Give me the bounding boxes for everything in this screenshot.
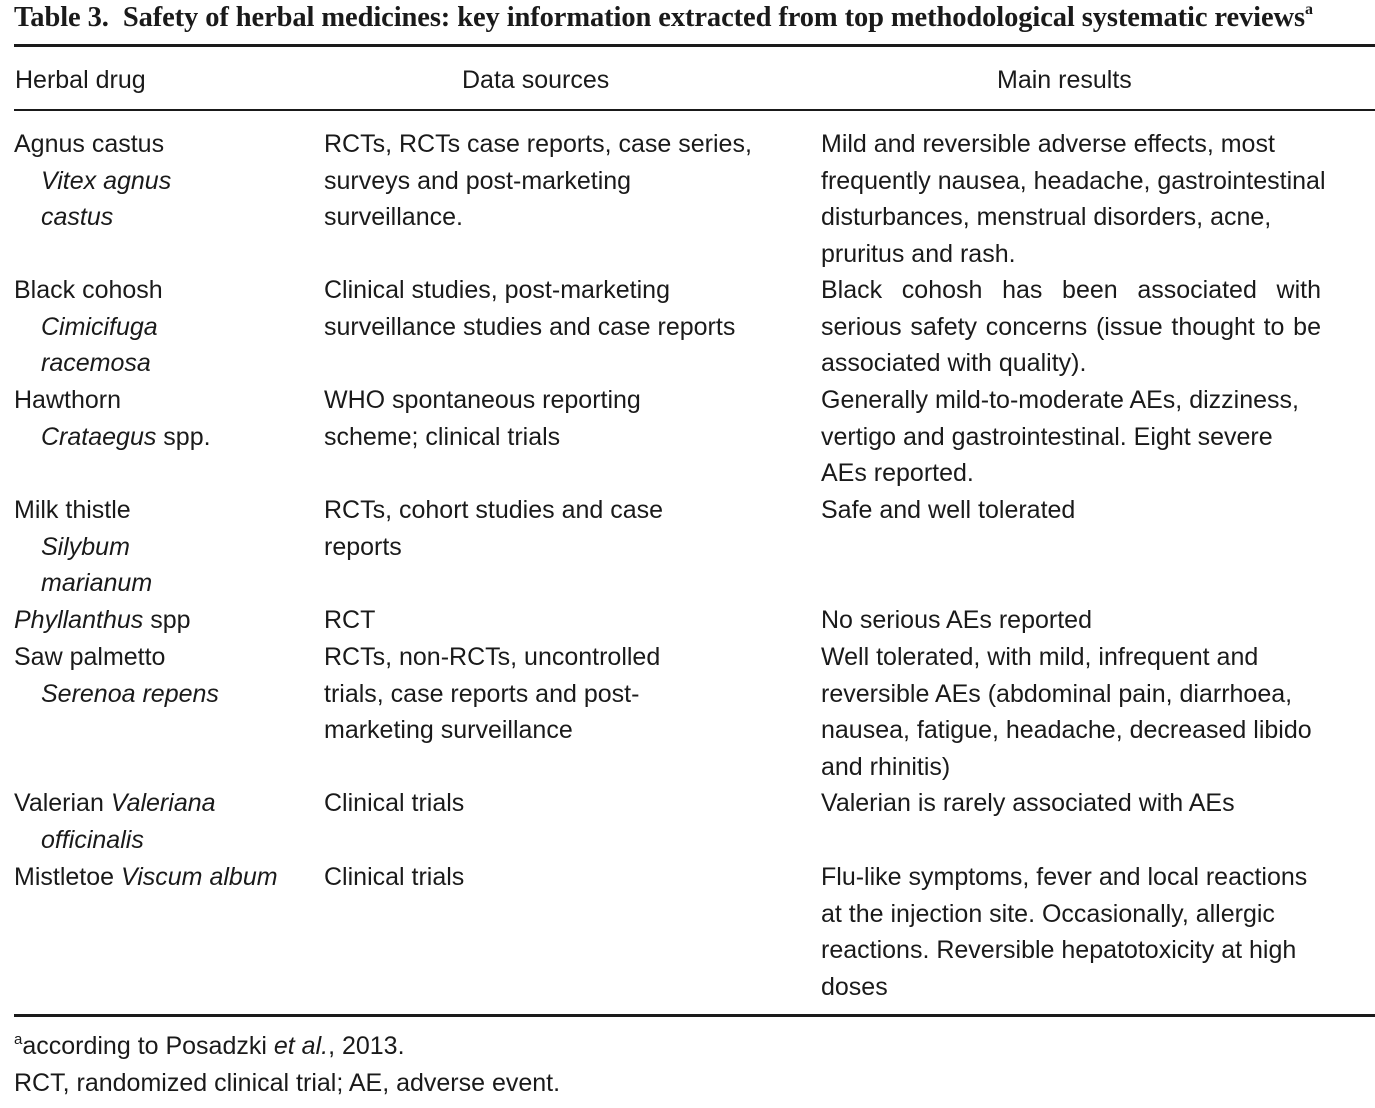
header-rule [14,109,1375,111]
data-sources-cell: RCTs, cohort studies and case reports [324,496,664,561]
scientific-name: Valeriana officinalis [41,789,216,854]
header-data-sources: Data sources [462,66,610,94]
top-rule [14,44,1375,47]
scientific-name: Serenoa repens [41,679,219,708]
common-name: Black cohosh [14,276,163,304]
common-name: Mistletoe [14,863,115,891]
data-sources-cell: Clinical trials [324,863,465,891]
scientific-name [14,602,314,639]
herbal-drug-cell [14,785,281,858]
herbal-drug-cell [14,639,314,712]
species-abbrev: spp [143,606,191,634]
common-name: Milk thistle [14,496,131,524]
common-name: Saw palmetto [14,643,166,671]
main-results-cell: Mild and reversible adverse effects, most frequently nausea, headache, gastrointestinal disturbances, menstrual disorders, acne, pruritus and rash. [821,130,1326,268]
genus-name: Crataegus [41,422,157,451]
main-results-cell: Safe and well tolerated [821,496,1076,524]
herbal-drug-cell [14,272,314,382]
header-main-results: Main results [997,66,1132,94]
abbreviations-footnote: RCT, randomized clinical trial; AE, adverse event. [14,1069,561,1097]
table-caption [14,0,1313,36]
scientific-name: Silybum marianum [41,532,153,598]
main-results-cell: Flu-like symptoms, fever and local reactions at the injection site. Occasionally, allergic reactions. Reversible hepatotoxicity at high doses [821,863,1308,1001]
table-label: Table 3. [14,2,109,33]
scientific-name: Vitex agnus castus [41,166,172,232]
herbal-drug-cell [14,126,314,236]
herbal-drug-cell [14,382,314,455]
footnote-etal: et al. [273,1032,329,1060]
herbal-drug-cell [14,492,314,602]
genus-name: Phyllanthus [14,606,144,634]
common-name: Agnus castus [14,130,165,158]
header-herbal-drug: Herbal drug [15,66,146,94]
footnote-mark: a [14,1030,23,1048]
data-sources-cell: WHO spontaneous reporting scheme; clinical trials [324,386,641,451]
common-name: Valerian [14,789,104,817]
scientific-name: Viscum album [121,863,278,891]
footnote-source-suffix: , 2013. [328,1032,405,1060]
source-footnote [14,1028,405,1064]
scientific-name [14,419,314,456]
caption-footnote-mark: a [1304,0,1313,18]
data-sources-cell: Clinical studies, post-marketing surveillance studies and case reports [324,276,736,341]
scientific-name: Cimicifuga racemosa [41,312,158,378]
species-abbrev: spp. [156,422,211,451]
data-sources-cell: Clinical trials [324,789,465,817]
data-sources-cell: RCT [324,606,376,634]
main-results-cell: No serious AEs reported [821,606,1092,634]
herbal-drug-cell [14,859,281,896]
common-name: Hawthorn [14,386,121,414]
main-results-cell: Well tolerated, with mild, infrequent and reversible AEs (abdominal pain, diarrhoea, nausea, fatigue, headache, decreased libido and rhinitis) [821,643,1312,781]
herbal-drug-cell [14,602,314,639]
data-sources-cell: RCTs, non-RCTs, uncontrolled trials, case reports and post-marketing surveillance [324,643,661,745]
data-sources-cell: RCTs, RCTs case reports, case series, surveys and post-marketing surveillance. [324,130,752,232]
bottom-rule [14,1014,1375,1017]
main-results-cell: Black cohosh has been associated with serious safety concerns (issue thought to be associated with quality). [821,276,1321,378]
footnote-source-prefix: according to Posadzki [22,1032,274,1060]
main-results-cell: Generally mild-to-moderate AEs, dizziness, vertigo and gastrointestinal. Eight severe AEs reported. [821,386,1299,488]
table-title: Safety of herbal medicines: key information extracted from top methodological systematic reviews [122,2,1305,33]
main-results-cell: Valerian is rarely associated with AEs [821,789,1235,817]
